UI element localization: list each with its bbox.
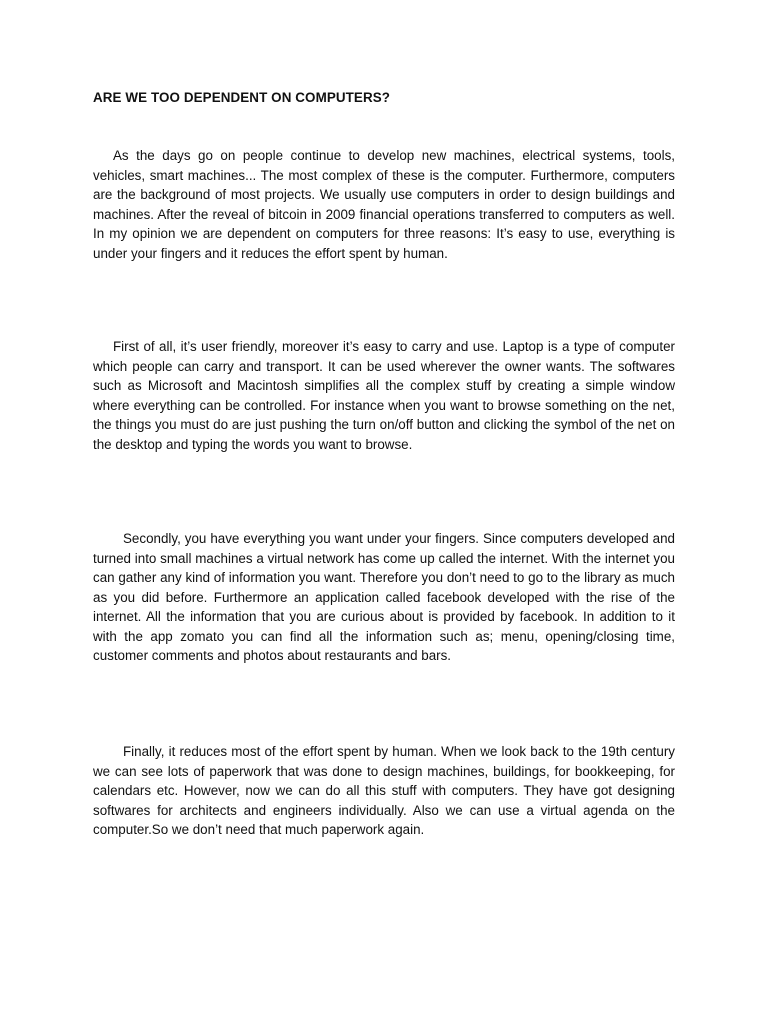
paragraph-user-friendly: First of all, it’s user friendly, moreover it’s easy to carry and use. Laptop is a type of computer which people can carry and transport. It can be used wherever the owner wants. The softwares such as Microsoft and Macintosh simplifies all the complex stuff by creating a simple window where everything can be controlled. For instance when you want to browse something on the net, the things you must do are just pushing the turn on/off button and clicking the symbol of the net on the desktop and typing the words you want to browse.	[93, 339, 675, 452]
paragraph-reduces-effort: Finally, it reduces most of the effort spent by human. When we look back to the 19th century we can see lots of paperwork that was done to design machines, buildings, for bookkeeping, for calendars etc. However, now we can do all this stuff with computers. They have got designing softwares for architects and engineers individually. Also we can use a virtual agenda on the computer.So we don’t need that much paperwork again.	[93, 744, 675, 837]
document-title: ARE WE TOO DEPENDENT ON COMPUTERS?	[93, 90, 391, 105]
paragraph-intro: As the days go on people continue to develop new machines, electrical systems, tools, vehicles, smart machines... The most complex of these is the computer. Furthermore, computers are the background of most projects. We usually use computers in order to design buildings and machines. After the reveal of bitcoin in 2009 financial operations transferred to computers as well. In my opinion we are dependent on computers for three reasons: It’s easy to use, everything is under your fingers and it reduces the effort spent by human.	[93, 148, 675, 261]
paragraph-under-fingers: Secondly, you have everything you want under your fingers. Since computers developed and turned into small machines a virtual network has come up called the internet. With the internet you can gather any kind of information you want. Therefore you don’t need to go to the library as much as you did before. Furthermore an application called facebook developed with the rise of the internet. All the information that you are curious about is provided by facebook. In addition to it with the app zomato you can find all the information such as; menu, opening/closing time, customer comments and photos about restaurants and bars.	[93, 531, 675, 663]
